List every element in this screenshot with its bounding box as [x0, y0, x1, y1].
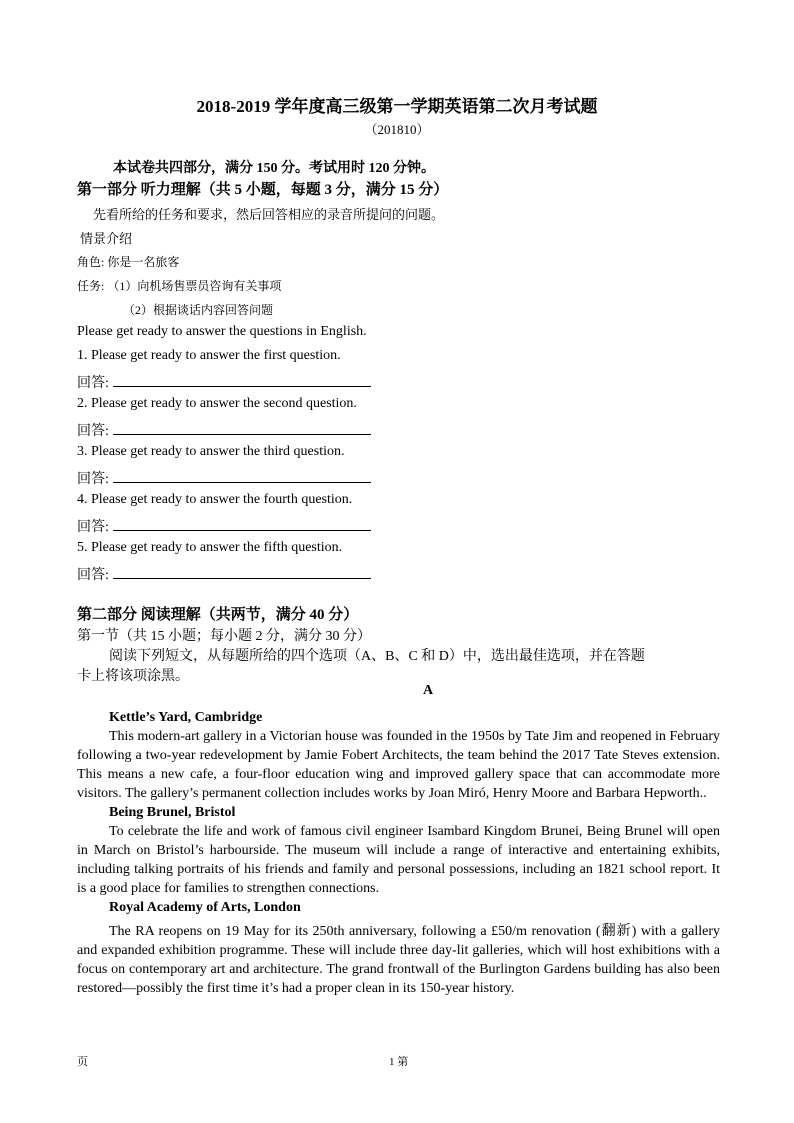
task1-text: 任务: （1）向机场售票员咨询有关事项: [77, 279, 282, 293]
role-text: 角色: 你是一名旅客: [77, 255, 180, 269]
answer-line[interactable]: [113, 373, 371, 387]
listening-prompt: Please get ready to answer the questions in English.: [77, 324, 367, 339]
answer-label: 回答:: [77, 424, 109, 439]
page-title: 2018-2019 学年度高三级第一学期英语第二次月考试题: [196, 97, 598, 116]
listening-instruction: 先看所给的任务和要求，然后回答相应的录音所提问的问题。: [93, 207, 445, 222]
question-1: 1. Please get ready to answer the first question.: [77, 348, 341, 363]
exam-date: （201810）: [364, 122, 430, 137]
answer-row-1: [77, 372, 371, 392]
passage-body: [77, 708, 720, 998]
section1-title: 第一节（共 15 小题；每小题 2 分，满分 30 分）: [77, 629, 371, 644]
reading-instruction-line1: 阅读下列短文，从每题所给的四个选项（A、B、C 和 D）中，选出最佳选项，并在答题: [109, 649, 645, 664]
exam-info: 本试卷共四部分，满分 150 分。考试用时 120 分钟。: [113, 161, 435, 176]
heading-royal-academy: Royal Academy of Arts, London: [109, 900, 301, 915]
footer-left: 页: [77, 1056, 88, 1068]
heading-kettles-yard: Kettle’s Yard, Cambridge: [109, 710, 263, 725]
answer-label: 回答:: [77, 376, 109, 391]
paragraph-royal-academy: The RA reopens on 19 May for its 250th anniversary, following a £50/m renovation (翻新) with a gallery and expanded exhibition programme. These will include three day-lit galleries, which will host exhibitions with a focus on contemporary art and architecture. The grand frontwall of the Burlington Gardens building has also been restored—possibly the first time it’s had a proper clean in its 150-year history.: [77, 924, 720, 996]
answer-line[interactable]: [113, 421, 371, 435]
answer-line[interactable]: [113, 517, 371, 531]
part1-title: 第一部分 听力理解（共 5 小题，每题 3 分，满分 15 分）: [77, 182, 449, 198]
task2-text: （2）根据谈话内容回答问题: [123, 303, 274, 317]
passage-letter: A: [423, 683, 434, 698]
question-4: 4. Please get ready to answer the fourth question.: [77, 492, 353, 507]
answer-row-3: [77, 468, 371, 488]
answer-row-2: [77, 420, 371, 440]
answer-line[interactable]: [113, 469, 371, 483]
answer-row-5: [77, 564, 371, 584]
answer-label: 回答:: [77, 568, 109, 583]
answer-line[interactable]: [113, 565, 371, 579]
answer-label: 回答:: [77, 472, 109, 487]
part2-title: 第二部分 阅读理解（共两节，满分 40 分）: [77, 607, 359, 623]
heading-being-brunel: Being Brunel, Bristol: [109, 805, 236, 820]
paragraph-kettles-yard: This modern-art gallery in a Victorian house was founded in the 1950s by Tate Jim and reopened in February following a two-year redevelopment by Jamie Fobert Architects, the team behind the 2017 Tate Steves extension. This means a new cafe, a four-floor education wing and improved gallery space that can accommodate more visitors. The gallery’s permanent collection includes works by Joan Miró, Henry Moore and Barbara Hepworth..: [77, 729, 720, 801]
scene-label: 情景介绍: [80, 231, 133, 246]
answer-label: 回答:: [77, 520, 109, 535]
answer-row-4: [77, 516, 371, 536]
paragraph-being-brunel: To celebrate the life and work of famous civil engineer Isambard Kingdom Brunei, Being Brunel will open in March on Bristol’s harbourside. The museum will include a range of interactive and entertaining exhibits, including talking portraits of his friends and family and personal possessions, including an 1821 school report. It is a good place for families to strengthen connections.: [77, 824, 720, 896]
page-number: 1 第: [389, 1056, 409, 1068]
question-3: 3. Please get ready to answer the third question.: [77, 444, 345, 459]
reading-instruction-line2: 卡上将该项涂黑。: [77, 669, 189, 684]
question-2: 2. Please get ready to answer the second question.: [77, 396, 357, 411]
question-5: 5. Please get ready to answer the fifth question.: [77, 540, 343, 555]
